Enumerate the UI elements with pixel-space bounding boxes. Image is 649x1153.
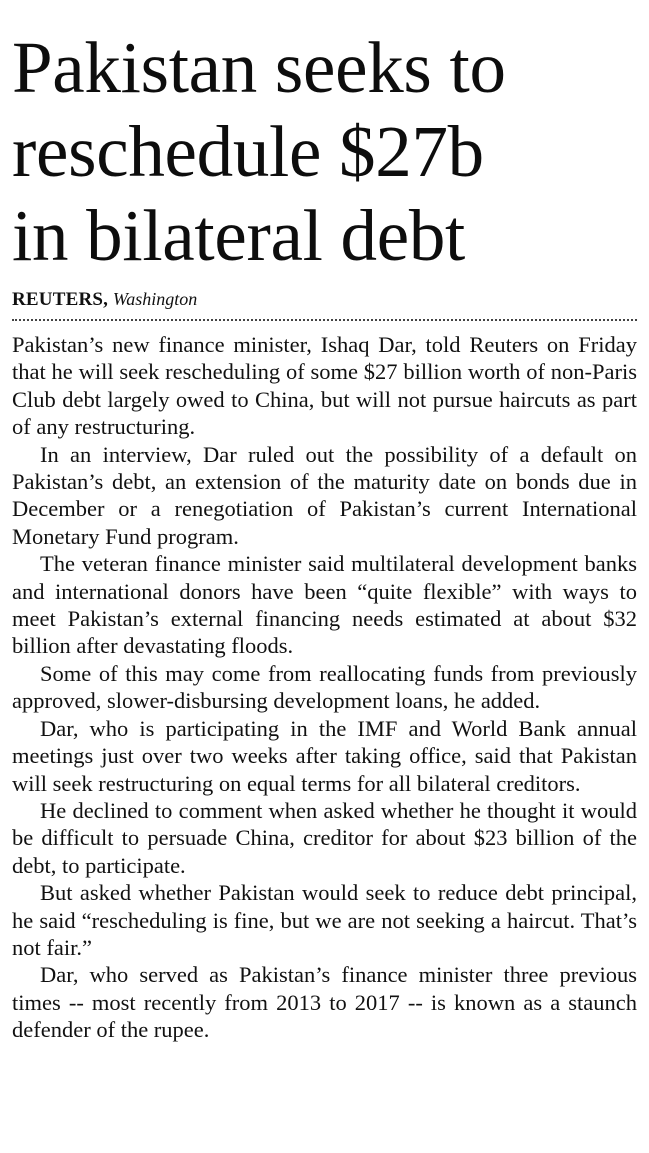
article-paragraph-3: The veteran finance minister said multilateral development banks and international donors have been “quite flexible” with ways to meet Pakistan’s external financing needs estimated at about $32 billion after devastating floods.	[12, 551, 637, 659]
article-paragraph-5: Dar, who is participating in the IMF and World Bank annual meetings just over two weeks after taking office, said that Pakistan will seek restructuring on equal terms for all bilateral creditors.	[12, 715, 637, 796]
article-paragraph-1: Pakistan’s new finance minister, Ishaq Dar, told Reuters on Friday that he will seek rescheduling of some $27 billion worth of non-Paris Club debt largely owed to China, but will not pursue haircuts as part of any restructuring.	[12, 332, 637, 440]
dotted-divider	[12, 319, 637, 321]
byline	[12, 288, 637, 311]
article-paragraph-4: Some of this may come from reallocating funds from previously approved, slower-disbursing development loans, he added.	[12, 660, 637, 714]
article-paragraph-6: He declined to comment when asked whether he thought it would be difficult to persuade China, creditor for about $23 billion of the debt, to participate.	[12, 797, 637, 878]
byline-agency: REUTERS,	[12, 289, 109, 310]
article-headline	[12, 0, 637, 278]
byline-location: Washington	[112, 289, 198, 309]
headline-line-3: in bilateral debt	[12, 195, 466, 276]
article-body	[12, 331, 637, 1044]
headline-line-1: Pakistan seeks to	[12, 27, 506, 108]
article-paragraph-7: But asked whether Pakistan would seek to reduce debt principal, he said “rescheduling is fine, but we are not seeking a haircut. That’s not fair.”	[12, 880, 637, 960]
article-paragraph-2: In an interview, Dar ruled out the possibility of a default on Pakistan’s debt, an extension of the maturity date on bonds due in December or a renegotiation of Pakistan’s current International Monetary Fund program.	[12, 441, 637, 549]
article-paragraph-8: Dar, who served as Pakistan’s finance minister three previous times -- most recently from 2013 to 2017 -- is known as a staunch defender of the rupee.	[12, 962, 637, 1043]
headline-line-2: reschedule $27b	[12, 111, 484, 192]
